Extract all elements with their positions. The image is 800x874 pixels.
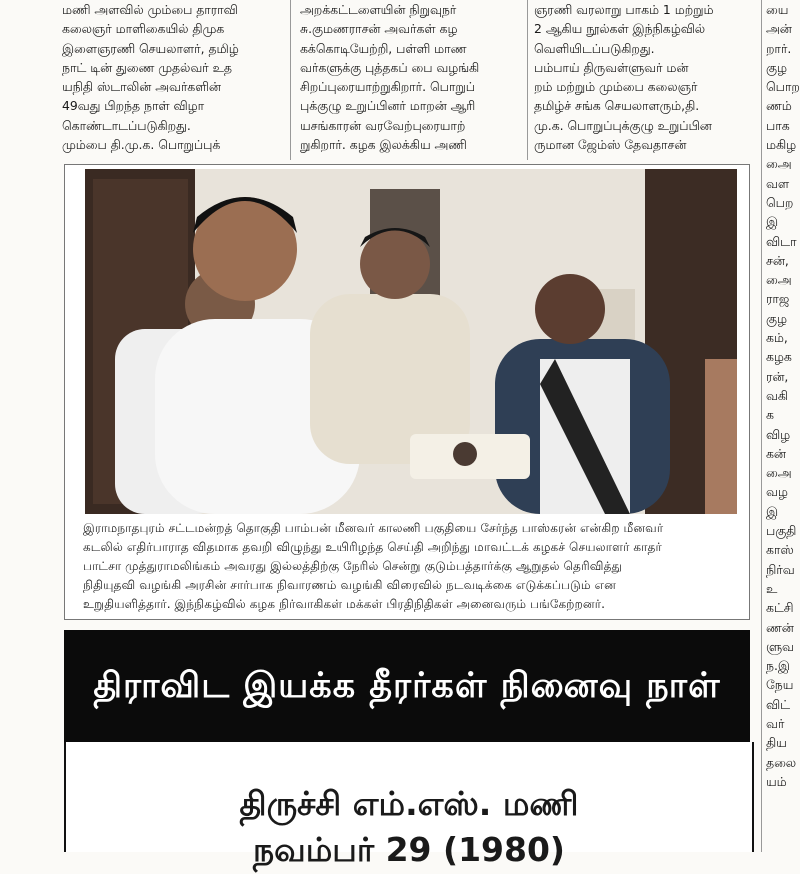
- article-line: சன்,: [766, 252, 789, 268]
- article-line: கட்சி: [766, 600, 794, 616]
- article-line: அன்: [766, 21, 792, 37]
- caption-line: நிதியுதவி வழங்கி அரசின் சார்பாக நிவாரணம் வழங்கி விரைவில் நடவடிக்கை எடுக்கப்படும் என: [83, 578, 616, 592]
- article-line: றுகிறார். கழக இலக்கிய அணி: [300, 137, 467, 153]
- article-line: அை: [766, 272, 792, 288]
- article-line: வர்களுக்கு புத்தகப் பை வழங்கி: [300, 59, 480, 75]
- photo-illustration: [85, 169, 737, 514]
- article-line: ஞரணி வரலாறு பாகம் 1 மற்றும்: [534, 2, 714, 17]
- article-line: கலைஞர் மாளிகையில் திமுக: [62, 21, 225, 37]
- article-line: இ: [766, 503, 779, 519]
- article-line: புக்குழு உறுப்பினர் மாறன் ஆரி: [300, 98, 476, 114]
- photo-caption: [83, 519, 733, 614]
- memorial-name: திருச்சி எம்.எஸ். மணி: [239, 784, 579, 823]
- article-line: மு.க. பொறுப்புக்குழு உறுப்பின: [534, 117, 712, 133]
- article-line: இ: [766, 214, 779, 230]
- article-line: மும்பை தி.மு.க. பொறுப்புக்: [62, 137, 221, 153]
- article-line: நாட் டின் துணை முதல்வர் உத: [62, 59, 232, 75]
- section-banner: [64, 630, 750, 742]
- article-line: வர்: [766, 715, 785, 731]
- article-line: அை: [766, 156, 792, 172]
- article-line: அை: [766, 465, 792, 481]
- caption-line: உறுதியளித்தார். இந்நிகழ்வில் கழக நிர்வாகிகள் மக்கள் பிரதிநிதிகள் அனைவரும் பங்கேற்றனர்.: [83, 597, 605, 611]
- caption-line: கடலில் எதிர்பாராத விதமாக தவறி விழுந்து உயிரிழந்த செய்தி அறிந்து மாவட்டக் கழகச் செயலாளர் காதர்: [83, 540, 662, 554]
- article-line: ணன்: [766, 619, 794, 635]
- article-line: மகிழ: [766, 137, 797, 153]
- article-column-1: [62, 0, 282, 154]
- article-line: பாக: [766, 117, 790, 133]
- article-line: தமிழ்ச் சங்க செயலாளரும்,தி.: [534, 98, 700, 114]
- article-line: ணம்: [766, 98, 792, 114]
- article-line: 49வது பிறந்த நாள் விழா: [62, 98, 205, 114]
- memorial-box: [64, 742, 754, 869]
- article-line: தலை: [766, 754, 797, 770]
- article-line: கன்: [766, 445, 786, 461]
- article-line: கழக: [766, 349, 792, 365]
- article-line: இளைஞரணி செயலாளர், தமிழ்: [62, 40, 239, 56]
- article-line: நிர்வ: [766, 561, 795, 577]
- article-line: யசங்காரன் வரவேற்புரையாற்: [300, 117, 466, 133]
- article-line: பகுதி: [766, 523, 797, 539]
- caption-line: இராமநாதபுரம் சட்டமன்றத் தொகுதி பாம்பன் மீனவர் காலணி பகுதியை சேர்ந்த பாஸ்கரன் என்கிற மீனவர்: [83, 521, 664, 535]
- article-line: ருமான ஜேம்ஸ் தேவதாசன்: [534, 137, 687, 153]
- article-column-2: [300, 0, 520, 154]
- article-line: ளுவ: [766, 638, 794, 654]
- article-line: மணி அளவில் மும்பை தாராவி: [62, 2, 238, 17]
- article-line: விடா: [766, 233, 797, 249]
- news-photo: [85, 169, 737, 514]
- article-line: வழ: [766, 484, 788, 500]
- article-line: சு.குமணராசன் அவர்கள் கழ: [300, 21, 458, 37]
- article-line: உ: [766, 580, 778, 596]
- article-line: திய: [766, 735, 787, 751]
- article-line: 2 ஆகிய நூல்கள் இந்நிகழ்வில்: [534, 21, 706, 37]
- article-line: யை: [766, 2, 789, 17]
- article-line: கக்கொடியேற்றி, பள்ளி மாண: [300, 40, 467, 56]
- article-line: பம்பாய் திருவள்ளுவர் மன்: [534, 59, 689, 75]
- article-line: கம்,: [766, 330, 788, 346]
- caption-line: பாட்சா முத்துராமலிங்கம் அவரது இல்லத்திற்கு நேரில் சென்று குடும்பத்தார்க்கு ஆறுதல் தெரிவித்து: [83, 559, 623, 573]
- article-line: யம்: [766, 773, 787, 789]
- article-line: ந.இ: [766, 658, 790, 674]
- article-column-4: [766, 0, 800, 791]
- article-column-3: [534, 0, 756, 154]
- article-line: வள: [766, 175, 790, 191]
- memorial-date: நவம்பர் 29 (1980): [252, 830, 566, 869]
- article-line: விட்: [766, 696, 790, 712]
- article-line: க: [766, 407, 774, 423]
- column-divider: [527, 0, 528, 160]
- article-line: நேய: [766, 677, 794, 693]
- article-line: விழ: [766, 426, 791, 442]
- article-line: ரன்,: [766, 368, 789, 384]
- article-line: வகி: [766, 387, 789, 403]
- banner-title: திராவிட இயக்க தீரர்கள் நினைவு நாள்: [93, 666, 721, 706]
- article-line: யநிதி ஸ்டாலின் அவர்களின்: [62, 79, 221, 95]
- article-line: சிறப்புரையாற்றுகிறார். பொறுப்: [300, 79, 475, 95]
- article-line: அறக்கட்டளையின் நிறுவுநர்: [300, 2, 457, 17]
- article-line: றார்.: [766, 40, 792, 56]
- news-photo-box: [64, 164, 750, 620]
- article-line: ராஜ: [766, 291, 790, 307]
- column-divider: [290, 0, 291, 160]
- article-line: வெளியிடப்படுகிறது.: [534, 40, 655, 56]
- article-line: றம் மற்றும் மும்பை கலைஞர்: [534, 79, 698, 95]
- article-line: குழ: [766, 310, 787, 326]
- article-line: கொண்டாடப்படுகிறது.: [62, 117, 191, 133]
- article-line: காஸ்: [766, 542, 794, 558]
- article-line: பெற: [766, 194, 794, 210]
- article-line: பொற: [766, 79, 800, 95]
- article-line: குழ: [766, 59, 787, 75]
- column-divider: [761, 0, 762, 852]
